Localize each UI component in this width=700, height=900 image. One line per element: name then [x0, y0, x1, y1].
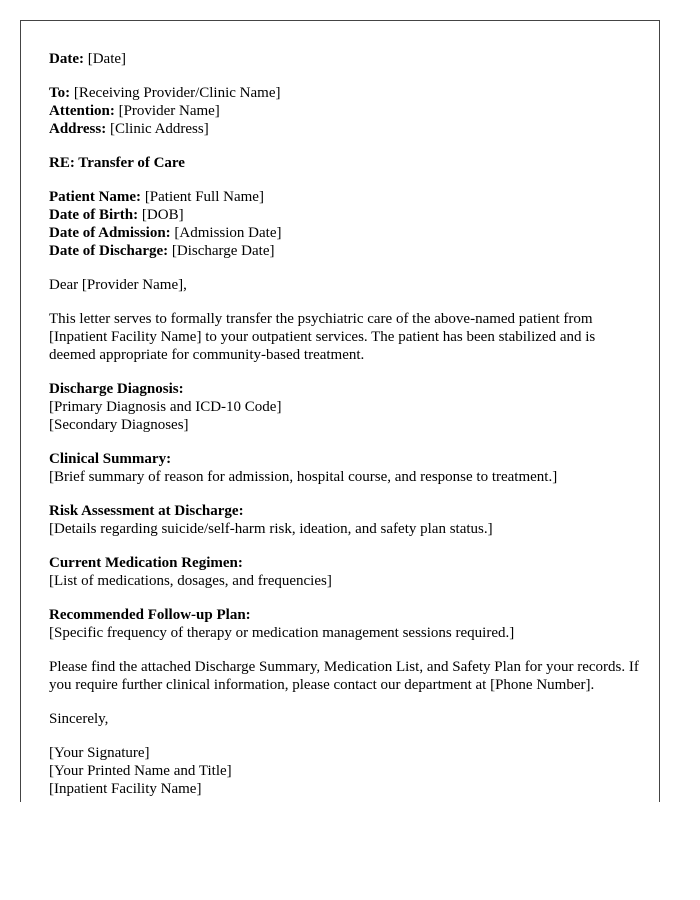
attention-line: [49, 102, 639, 120]
attention-value: [Provider Name]: [114, 103, 220, 119]
medication-heading: [49, 554, 639, 572]
closing-paragraph: Please find the attached Discharge Summary, Medication List, and Safety Plan for your records. If you require further clinical information, please contact our department at [Phone Number].: [49, 659, 639, 693]
risk-heading: [49, 502, 639, 520]
closing: Sincerely,: [49, 711, 109, 727]
followup-heading-text: Recommended Follow-up Plan:: [49, 607, 251, 623]
to-value: [Receiving Provider/Clinic Name]: [70, 85, 281, 101]
followup-heading: [49, 606, 639, 624]
address-line: [49, 120, 639, 138]
salutation: Dear [Provider Name],: [49, 277, 187, 293]
risk-text: [Details regarding suicide/self-harm risk, ideation, and safety plan status.]: [49, 521, 493, 537]
dob-value: [DOB]: [138, 207, 184, 223]
re-subject: RE: Transfer of Care: [49, 155, 185, 171]
followup-text: [Specific frequency of therapy or medication management sessions required.]: [49, 625, 515, 641]
diagnosis-heading-text: Discharge Diagnosis:: [49, 381, 184, 397]
facility-name: [Inpatient Facility Name]: [49, 781, 202, 797]
clinical-heading-text: Clinical Summary:: [49, 451, 172, 467]
dob-label: Date of Birth:: [49, 207, 139, 223]
diagnosis-secondary: [Secondary Diagnoses]: [49, 417, 189, 433]
re-line: [49, 154, 639, 172]
discharge-line: [49, 242, 639, 260]
diagnosis-primary: [Primary Diagnosis and ICD-10 Code]: [49, 399, 282, 415]
date-line: [49, 50, 639, 68]
diagnosis-heading: [49, 380, 639, 398]
attention-label: Attention:: [49, 103, 115, 119]
letter-body: [49, 50, 639, 798]
clinical-heading: [49, 450, 639, 468]
letter-page: [20, 20, 660, 802]
patient-name-line: [49, 188, 639, 206]
admission-label: Date of Admission:: [49, 225, 171, 241]
medication-heading-text: Current Medication Regimen:: [49, 555, 243, 571]
signature: [Your Signature]: [49, 745, 150, 761]
admission-line: [49, 224, 639, 242]
address-label: Address:: [49, 121, 107, 137]
dob-line: [49, 206, 639, 224]
discharge-value: [Discharge Date]: [168, 243, 275, 259]
address-value: [Clinic Address]: [106, 121, 209, 137]
risk-heading-text: Risk Assessment at Discharge:: [49, 503, 244, 519]
date-label: Date:: [49, 51, 84, 67]
to-line: [49, 84, 639, 102]
patient-name-value: [Patient Full Name]: [141, 189, 264, 205]
discharge-label: Date of Discharge:: [49, 243, 169, 259]
printed-name: [Your Printed Name and Title]: [49, 763, 232, 779]
medication-text: [List of medications, dosages, and frequencies]: [49, 573, 332, 589]
to-label: To:: [49, 85, 71, 101]
patient-name-label: Patient Name:: [49, 189, 142, 205]
clinical-text: [Brief summary of reason for admission, hospital course, and response to treatment.]: [49, 469, 558, 485]
intro-paragraph: This letter serves to formally transfer the psychiatric care of the above-named patient from [Inpatient Facility Name] to your outpatient services. The patient has been stabilized and is deemed appropriate for community-based treatment.: [49, 311, 596, 363]
admission-value: [Admission Date]: [170, 225, 282, 241]
date-value: [Date]: [83, 51, 127, 67]
